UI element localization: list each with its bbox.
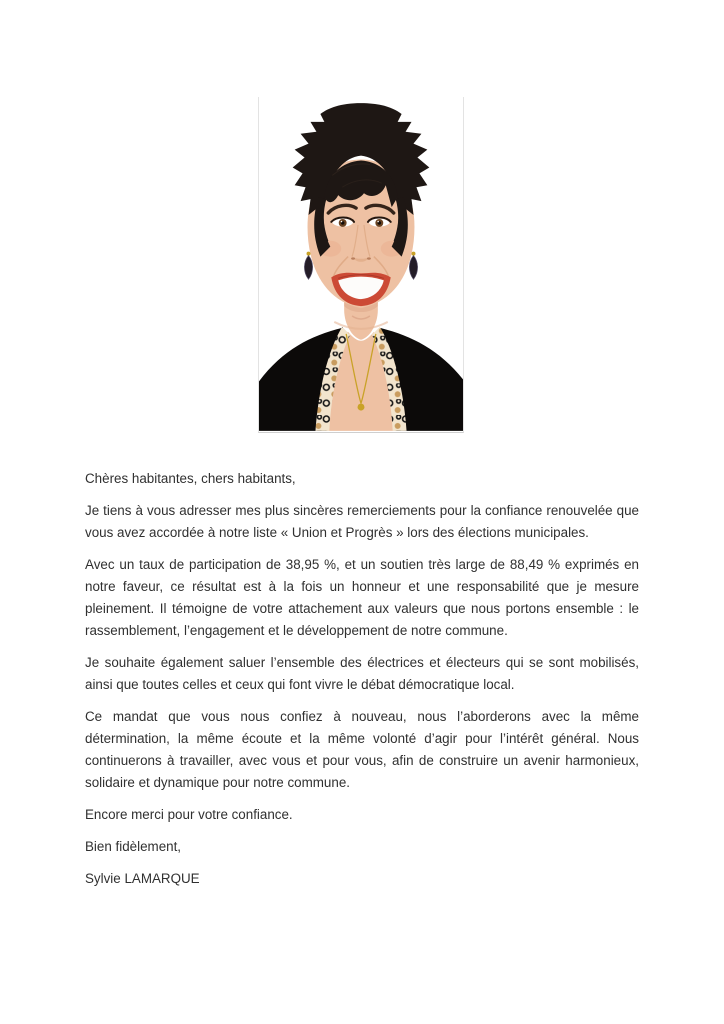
paragraph: Je tiens à vous adresser mes plus sincères remerciements pour la confiance renouvelée que vous avez accordée à notre liste « Union et Progrès » lors des élections municipales. [85,503,639,540]
salutation: Chères habitantes, chers habitants, [85,471,296,486]
paragraph: Avec un taux de participation de 38,95 %, et un soutien très large de 88,49 % exprimés en notre faveur, ce résultat est à la fois un honneur et une responsabilité que je mesure pleinement. Il témoigne de votre attachement aux valeurs que nous portons ensemble : le rassemblement, l’engagement et le développement de notre commune. [85,557,639,638]
paragraph: Je souhaite également saluer l’ensemble des électrices et électeurs qui se sont mobilisés, ainsi que toutes celles et ceux qui font vivre le débat démocratique local. [85,655,639,692]
paragraph: Ce mandat que vous nous confiez à nouveau, nous l’aborderons avec la même détermination, la même écoute et la même volonté d’agir pour l’intérêt général. Nous continuerons à travailler, avec vous et pour vous, afin de construire un avenir harmonieux, solidaire et dynamique pour notre commune. [85,709,639,790]
paragraph: Encore merci pour votre confiance. [85,807,293,822]
portrait-illustration [259,97,463,432]
letter-body [85,468,639,900]
portrait-photo [258,97,464,433]
signature: Sylvie LAMARQUE [85,871,200,886]
valediction: Bien fidèlement, [85,839,182,854]
paragraphs-container [85,500,639,826]
